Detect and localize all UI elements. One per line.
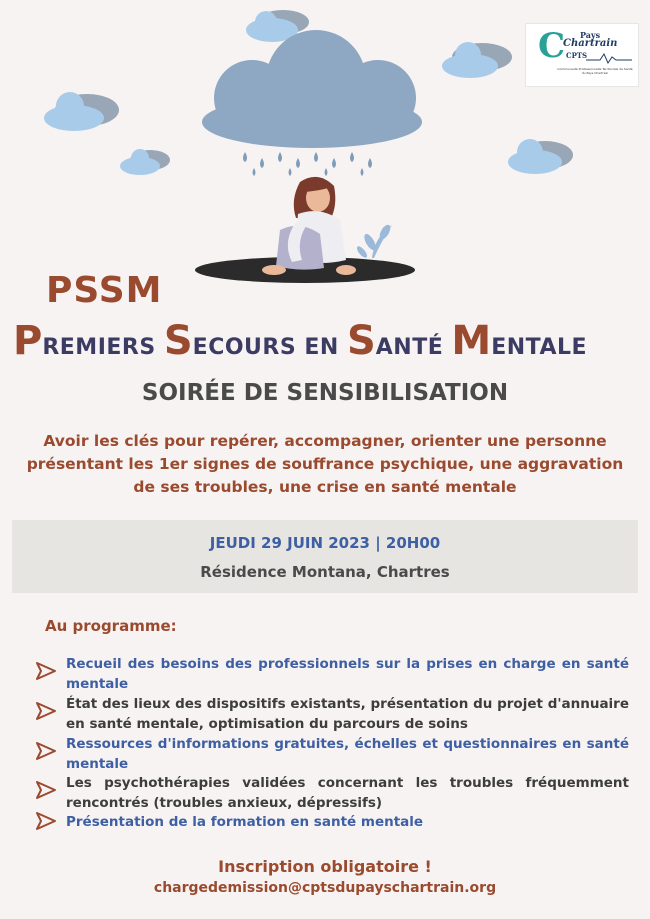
event-info-band — [12, 520, 638, 593]
event-place: Résidence Montana, Chartres — [200, 563, 450, 581]
chevron-right-icon — [35, 811, 57, 831]
chevron-right-icon — [35, 780, 57, 800]
logo-chartrain: Chartrain — [563, 38, 618, 49]
title-word: SECOURS EN — [163, 318, 347, 364]
logo-pays: Pays — [580, 30, 601, 40]
cpts-logo — [525, 23, 639, 87]
small-cloud-icon — [44, 92, 119, 131]
program-title: Au programme: — [45, 617, 177, 635]
small-cloud-icon — [508, 139, 573, 174]
registration-email-link[interactable]: chargedemission@cptsdupayschartrain.org — [153, 880, 497, 896]
program-item: État des lieux des dispositifs existants, présentation du projet d'annuaire en santé mentale, optimisation du parcours de soins — [66, 696, 629, 732]
program-item: Recueil des besoins des professionnels sur la prises en charge en santé mentale — [66, 656, 629, 692]
logo-subtitle: Communauté Professionnelle Territoriale de Santé du Pays Chartrain — [557, 67, 633, 75]
logo-c-mark: C — [538, 26, 566, 66]
program-item: Les psychothérapies validées concernant les troubles fréquemment rencontrés (troubles anxieux, dépressifs) — [66, 775, 629, 811]
title-word: SANTÉ — [346, 318, 452, 364]
heartbeat-icon — [586, 52, 632, 64]
small-cloud-icon — [442, 42, 512, 78]
acronym-title: PSSM — [46, 270, 163, 311]
intro-text: Avoir les clés pour repérer, accompagner, orienter une personne présentant les 1er signes de souffrance psychique, une aggravation de ses troubles, une crise en santé mentale — [26, 432, 624, 496]
rain-cloud-icon — [202, 30, 422, 148]
chevron-right-icon — [35, 661, 57, 681]
title-word: PREMIERS — [13, 318, 164, 364]
program-item: Ressources d'informations gratuites, échelles et questionnaires en santé mentale — [66, 736, 629, 772]
title-word: MENTALE — [451, 318, 588, 364]
plant-icon — [355, 223, 392, 259]
event-subtitle: SOIRÉE DE SENSIBILISATION — [141, 380, 509, 406]
small-cloud-icon — [120, 149, 170, 175]
main-title — [13, 318, 643, 364]
logo-cpts: CPTS — [566, 51, 588, 60]
registration-label: Inscription obligatoire ! — [218, 857, 432, 876]
raindrops-icon — [243, 152, 372, 176]
program-item: Présentation de la formation en santé mentale — [66, 814, 424, 830]
chevron-right-icon — [35, 741, 57, 761]
chevron-right-icon — [35, 701, 57, 721]
event-date: JEUDI 29 JUIN 2023 | 20H00 — [209, 534, 441, 552]
